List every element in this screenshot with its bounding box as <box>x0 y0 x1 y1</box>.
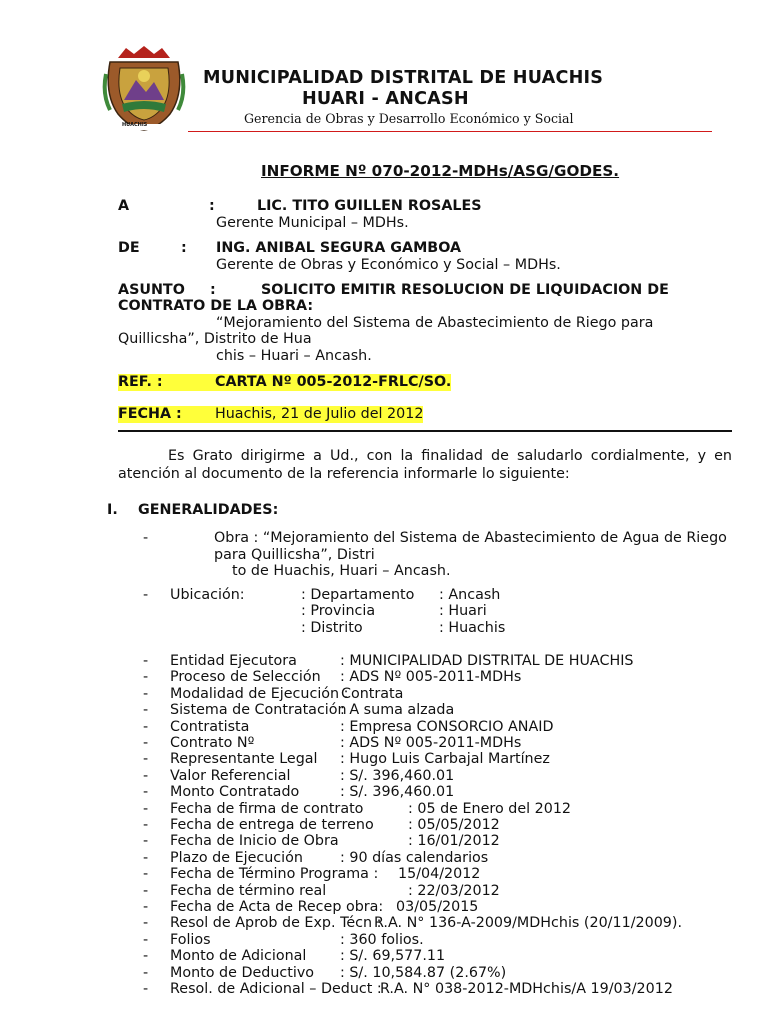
list-item-label: Fecha de Acta de Recep obra: <box>170 899 384 915</box>
list-item-value: : ADS Nº 005-2011-MDHs <box>340 735 522 751</box>
location-label: Ubicación: <box>170 587 245 603</box>
list-item-label: Proceso de Selección <box>170 669 321 686</box>
list-item <box>0 850 768 867</box>
list-item-dash: - <box>143 849 149 866</box>
list-item <box>0 653 768 670</box>
list-item-label: Fecha de Inicio de Obra <box>170 833 339 850</box>
list-item <box>0 801 768 818</box>
list-item-dash: - <box>143 981 149 997</box>
list-item <box>0 932 768 949</box>
list-item <box>0 833 768 850</box>
list-item <box>0 784 768 801</box>
list-item-label: Monto de Adicional <box>170 948 307 965</box>
list-item <box>0 899 768 916</box>
subject-line-4: Quillicsha”, Distrito de Hua <box>118 331 312 347</box>
list-item <box>0 719 768 736</box>
list-item-value: : MUNICIPALIDAD DISTRITAL DE HUACHIS <box>340 653 634 669</box>
list-item-dash: - <box>143 735 149 751</box>
list-item-dash: - <box>143 702 149 719</box>
list-item <box>0 751 768 768</box>
list-item-dash: - <box>143 685 149 702</box>
list-item <box>0 948 768 965</box>
subject-line-3: “Mejoramiento del Sistema de Abastecimiento de Riego para <box>216 315 654 331</box>
list-item-value: : 05 de Enero del 2012 <box>408 800 572 817</box>
list-item-label: Modalidad de Ejecución : <box>170 685 349 702</box>
general-data-list <box>0 653 768 1013</box>
date-label: FECHA : <box>118 406 215 423</box>
list-item <box>0 915 768 932</box>
list-item-value: : S/. 396,460.01 <box>340 784 455 801</box>
location-value: : Huachis <box>439 620 506 636</box>
subject-label: ASUNTO <box>118 282 185 298</box>
sender-role: Gerente de Obras y Económico y Social – MDHs. <box>216 257 561 273</box>
list-item <box>0 965 768 982</box>
list-item-label: Folios <box>170 931 211 948</box>
list-item <box>0 817 768 834</box>
addressee-role: Gerente Municipal – MDHs. <box>216 215 409 231</box>
list-item-dash: - <box>143 751 149 768</box>
list-item-label: Resol. de Adicional – Deduct : <box>170 981 382 997</box>
intro-paragraph: Es Grato dirigirme a Ud., con la finalidad de saludarlo cordialmente, y en atención al documento de la referencia informarle lo siguiente: <box>118 448 732 482</box>
list-item-label: Contratista <box>170 718 250 735</box>
list-item-label: Fecha de Término Programa : <box>170 866 379 883</box>
sender-colon: : <box>181 240 187 256</box>
list-item-label: Entidad Ejecutora <box>170 653 297 669</box>
header-separator-line <box>118 430 732 432</box>
obra-line-1: Obra : “Mejoramiento del Sistema de Abastecimiento de Agua de Riego <box>214 530 727 546</box>
list-item-dash: - <box>143 653 149 669</box>
list-item-dash: - <box>143 866 149 883</box>
list-item <box>0 866 768 883</box>
date-value: Huachis, 21 de Julio del 2012 <box>215 406 424 422</box>
report-title: INFORME Nº 070-2012-MDHs/ASG/GODES. <box>261 162 620 180</box>
section-title: GENERALIDADES: <box>138 502 279 518</box>
list-item <box>0 883 768 900</box>
addressee-label: A <box>118 198 130 214</box>
subject-line-5: chis – Huari – Ancash. <box>216 348 372 364</box>
list-item-label: Monto Contratado <box>170 784 300 801</box>
list-item-label: Fecha de firma de contrato <box>170 800 364 817</box>
list-item-value: Contrata <box>341 685 404 702</box>
subject-line-2: CONTRATO DE LA OBRA: <box>118 298 314 314</box>
list-item-dash: - <box>143 915 149 932</box>
list-item-value: R.A. N° 038-2012-MDHchis/A 19/03/2012 <box>380 981 673 997</box>
reference-label: REF. : <box>118 374 215 391</box>
list-item-dash: - <box>143 948 149 965</box>
list-item-value: R.A. N° 136-A-2009/MDHchis (20/11/2009). <box>374 915 683 932</box>
list-item-value: : A suma alzada <box>340 702 455 719</box>
location-key: : Departamento <box>301 587 415 603</box>
obra-dash: - <box>143 530 149 546</box>
section-number: I. <box>107 502 118 518</box>
subject-colon: : <box>210 282 216 298</box>
list-item-value: 03/05/2015 <box>396 899 479 915</box>
list-item-label: Fecha de entrega de terreno <box>170 817 374 833</box>
list-item-dash: - <box>143 817 149 833</box>
location-key: : Distrito <box>301 620 363 636</box>
list-item <box>0 702 768 719</box>
letterhead-location: HUARI - ANCASH <box>302 89 469 109</box>
list-item-value: : 90 días calendarios <box>340 849 489 866</box>
addressee-name: LIC. TITO GUILLEN ROSALES <box>257 198 482 214</box>
list-item-dash: - <box>143 882 149 899</box>
list-item <box>0 735 768 752</box>
letterhead-municipality-name: MUNICIPALIDAD DISTRITAL DE HUACHIS <box>203 68 604 88</box>
list-item-value: : S/. 396,460.01 <box>340 767 455 784</box>
list-item-value: : Hugo Luis Carbajal Martínez <box>340 751 550 768</box>
list-item-dash: - <box>143 899 149 915</box>
list-item <box>0 768 768 785</box>
list-item <box>0 669 768 686</box>
location-dash: - <box>143 587 149 603</box>
list-item-dash: - <box>143 669 149 686</box>
list-item-value: : 16/01/2012 <box>408 833 500 850</box>
addressee-colon: : <box>209 198 215 214</box>
list-item-dash: - <box>143 964 149 981</box>
obra-line-3: to de Huachis, Huari – Ancash. <box>232 563 451 579</box>
list-item-label: Contrato Nº <box>170 735 255 751</box>
logo-caption: HUACHIS <box>122 122 148 128</box>
list-item-value: : S/. 10,584.87 (2.67%) <box>340 964 507 981</box>
list-item-value: 15/04/2012 <box>398 866 481 883</box>
municipal-coat-of-arms-logo <box>100 44 188 132</box>
location-value: : Ancash <box>439 587 501 603</box>
list-item-label: Fecha de término real <box>170 882 327 899</box>
sender-name: ING. ANIBAL SEGURA GAMBOA <box>216 240 462 256</box>
list-item-label: Valor Referencial <box>170 767 291 784</box>
list-item-dash: - <box>143 784 149 801</box>
list-item-dash: - <box>143 718 149 735</box>
list-item-label: Representante Legal <box>170 751 318 768</box>
list-item-value: : 05/05/2012 <box>408 817 500 833</box>
subject-line-1: SOLICITO EMITIR RESOLUCION DE LIQUIDACION DE <box>261 282 669 298</box>
list-item-value: : ADS Nº 005-2011-MDHs <box>340 669 522 686</box>
list-item-dash: - <box>143 931 149 948</box>
reference-value: CARTA Nº 005-2012-FRLC/SO. <box>215 374 452 390</box>
list-item-label: Plazo de Ejecución <box>170 849 303 866</box>
list-item-label: Resol de Aprob de Exp. Técn : <box>170 915 382 932</box>
list-item-value: : Empresa CONSORCIO ANAID <box>340 718 554 735</box>
list-item-dash: - <box>143 800 149 817</box>
location-key: : Provincia <box>301 603 376 619</box>
list-item-value: : S/. 69,577.11 <box>340 948 446 965</box>
list-item-dash: - <box>143 833 149 850</box>
letterhead-divider <box>188 131 712 132</box>
list-item <box>0 981 768 998</box>
list-item-value: : 360 folios. <box>340 931 424 948</box>
list-item-label: Monto de Deductivo <box>170 964 315 981</box>
list-item-dash: - <box>143 767 149 784</box>
obra-line-2: para Quillicsha”, Distri <box>214 547 375 563</box>
list-item-label: Sistema de Contratación <box>170 702 347 719</box>
letterhead-department: Gerencia de Obras y Desarrollo Económico y Social <box>244 111 574 126</box>
sender-label: DE <box>118 240 140 256</box>
location-value: : Huari <box>439 603 487 619</box>
list-item-value: : 22/03/2012 <box>408 882 500 899</box>
list-item <box>0 686 768 703</box>
